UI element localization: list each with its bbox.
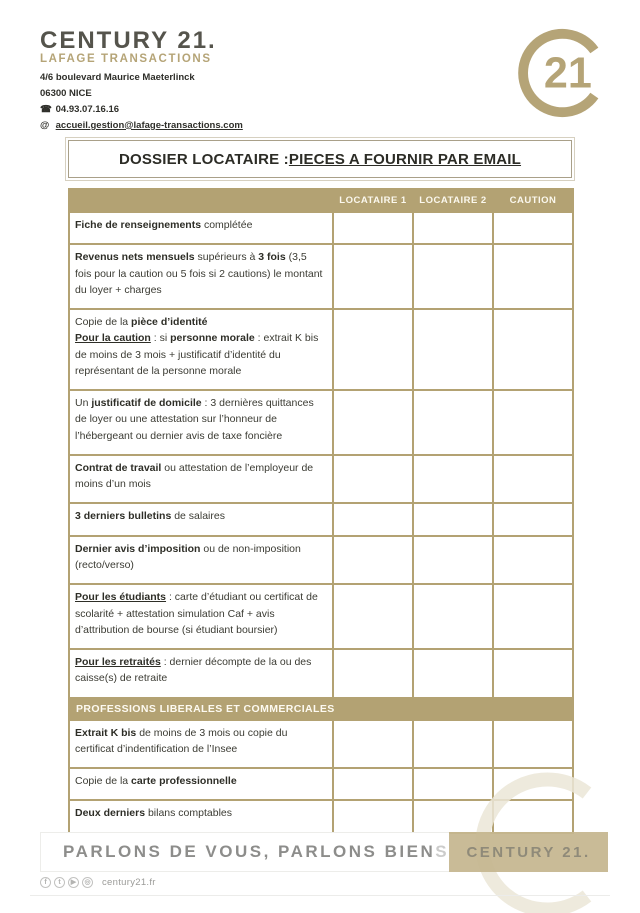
century21-seal-logo [514, 24, 612, 122]
phone-number: 04.93.07.16.16 [55, 103, 120, 115]
check-cell [493, 584, 573, 649]
requirement-label [69, 649, 333, 698]
label-segment: Pour les retraités [75, 656, 161, 669]
requirement-label [69, 212, 333, 244]
label-segment: : 3 dernières quittances de loyer ou une attestation sur l’honneur de l’hébergeant ou dernier avis de taxe foncière [75, 397, 314, 442]
watermark-logo-icon [437, 748, 622, 913]
check-cell [333, 309, 413, 390]
check-cell [333, 768, 413, 800]
label-segment: carte professionnelle [131, 775, 237, 788]
label-segment: ou de non-imposition (recto/verso) [75, 542, 301, 571]
check-cell [413, 212, 493, 244]
instagram-icon: ◎ [82, 877, 93, 888]
label-segment: de moins de 3 mois ou copie du certificat d’indentification de l’Insee [75, 726, 288, 755]
email-link[interactable]: accueil.gestion@lafage-transactions.com [55, 119, 243, 131]
table-row [69, 649, 573, 698]
label-segment: Pour les étudiants [75, 591, 167, 604]
check-cell [493, 503, 573, 535]
check-cell [413, 309, 493, 390]
check-cell [413, 390, 493, 455]
section-header: PROFESSIONS LIBERALES ET COMMERCIALES [69, 698, 573, 720]
check-cell [333, 800, 413, 832]
check-cell [493, 309, 573, 390]
requirement-label [69, 584, 333, 649]
label-segment: Extrait K bis [75, 726, 137, 739]
requirement-label [69, 800, 333, 832]
letterhead [40, 28, 440, 132]
check-cell [493, 455, 573, 504]
logo-number: 21 [543, 49, 592, 98]
table-row [69, 244, 573, 309]
label-segment: Deux derniers [75, 807, 146, 820]
requirement-label [69, 536, 333, 585]
footer-brand-wordmark: CENTURY 21. [466, 843, 591, 861]
footer-brand-block [449, 832, 608, 872]
title-underlined: PIECES A FOURNIR PAR EMAIL [288, 150, 522, 168]
social-row [40, 877, 156, 888]
document-title [68, 140, 572, 178]
label-segment: supérieurs à [194, 251, 259, 264]
footer-tagline [40, 832, 449, 872]
check-cell [333, 503, 413, 535]
check-cell [413, 455, 493, 504]
label-segment: complétée [201, 219, 253, 231]
check-cell [413, 503, 493, 535]
agency-name: LAFAGE TRANSACTIONS [40, 53, 212, 66]
check-cell [493, 390, 573, 455]
check-cell [413, 244, 493, 309]
label-segment: personne morale [170, 332, 255, 345]
label-segment: Pour la caution [75, 332, 151, 345]
label-segment: ou attestation de l’employeur de moins d’un mois [75, 461, 314, 491]
brand-wordmark: CENTURY 21. [40, 27, 217, 54]
label-segment: 3 derniers bulletins [75, 510, 172, 523]
column-header-caution: CAUTION [493, 189, 573, 212]
label-segment: bilans comptables [145, 807, 232, 820]
table-row [69, 212, 573, 244]
check-cell [413, 649, 493, 698]
label-segment: (3,5 fois pour la caution ou 5 fois si 2 cautions) le montant du loyer + charges [75, 251, 323, 296]
requirement-label [69, 503, 333, 535]
check-cell [493, 649, 573, 698]
column-header-locataire1: LOCATAIRE 1 [333, 189, 413, 212]
label-segment: : carte d’étudiant ou certificat de scolarité + attestation simulation Caf + avis d’attribution de bourse (si étudiant boursier) [75, 591, 318, 636]
table-row [69, 584, 573, 649]
check-cell [413, 584, 493, 649]
table-row [69, 536, 573, 585]
table-header-row [69, 189, 573, 212]
requirements-table-body [69, 212, 573, 833]
label-segment: : si [150, 332, 171, 345]
check-cell [493, 536, 573, 585]
check-cell [493, 212, 573, 244]
at-icon: @ [40, 119, 50, 131]
phone-icon: ☎ [40, 103, 52, 115]
label-segment: pièce d’identité [131, 316, 208, 329]
check-cell [333, 536, 413, 585]
requirement-label [69, 455, 333, 504]
label-segment: Contrat de travail [75, 461, 162, 474]
address-line-2: 06300 NICE [40, 88, 92, 100]
footer-band [40, 832, 608, 872]
requirement-label [69, 768, 333, 800]
check-cell [413, 536, 493, 585]
section-header-row [69, 698, 573, 720]
check-cell [333, 455, 413, 504]
table-row [69, 503, 573, 535]
c-ring-icon [514, 24, 612, 122]
check-cell [333, 244, 413, 309]
page-bottom-rule [30, 895, 610, 896]
phone-line [40, 104, 440, 116]
label-segment: 3 fois [258, 251, 286, 264]
check-cell [333, 720, 413, 769]
label-segment: Revenus nets mensuels [75, 251, 195, 264]
label-segment: Dernier avis d’imposition [75, 542, 201, 555]
requirement-label [69, 309, 333, 390]
label-segment: justificatif de domicile [91, 397, 202, 410]
table-corner-cell [69, 189, 333, 212]
title-prefix: DOSSIER LOCATAIRE : [118, 150, 289, 168]
table-row [69, 455, 573, 504]
label-segment: de salaires [171, 510, 225, 523]
check-cell [333, 212, 413, 244]
label-segment: : dernier décompte de la ou des caisse(s) de retraite [75, 656, 312, 685]
check-cell [333, 649, 413, 698]
tagline-last-letter: S [435, 842, 450, 861]
check-cell [333, 390, 413, 455]
check-cell [493, 244, 573, 309]
requirement-label [69, 720, 333, 769]
label-segment: Copie de la [75, 316, 132, 329]
website-text: century21.fr [102, 877, 156, 888]
email-line [40, 120, 440, 132]
label-segment: Copie de la [75, 775, 132, 788]
column-header-locataire2: LOCATAIRE 2 [413, 189, 493, 212]
twitter-icon: t [54, 877, 65, 888]
tagline-main: PARLONS DE VOUS, PARLONS BIEN [63, 842, 436, 861]
facebook-icon: f [40, 877, 51, 888]
address-line-1: 4/6 boulevard Maurice Maeterlinck [40, 72, 195, 84]
youtube-icon: ▶ [68, 877, 79, 888]
requirement-label [69, 244, 333, 309]
label-segment: Un [75, 397, 92, 410]
label-segment: : extrait K bis de moins de 3 mois + justificatif d’identité du représentant de la personne morale [75, 332, 319, 377]
check-cell [333, 584, 413, 649]
label-segment: Fiche de renseignements [75, 219, 202, 231]
requirements-table [68, 188, 574, 834]
table-row [69, 390, 573, 455]
table-row [69, 309, 573, 390]
requirement-label [69, 390, 333, 455]
